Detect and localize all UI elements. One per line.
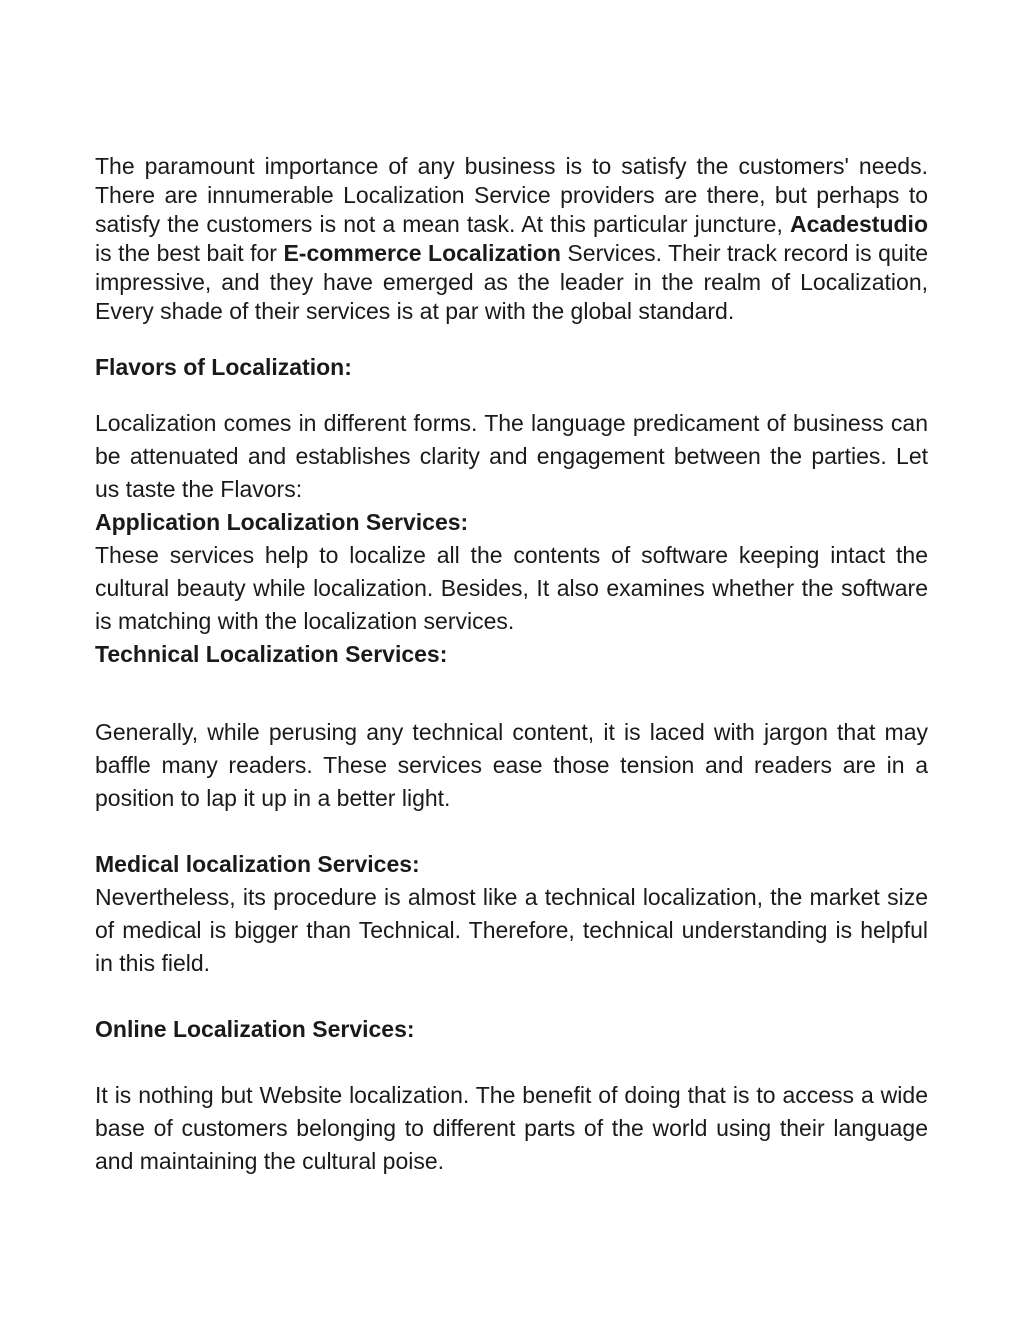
intro-paragraph (95, 152, 928, 326)
intro-text-3: Services. Their track record is quite impressive, and they have emerged as the leader in the realm of Localization, Every shade of their services is at par with the global standard. (95, 240, 928, 324)
intro-text-1: The paramount importance of any business is to satisfy the customers' needs. There are innumerable Localization Service providers are there, but perhaps to satisfy the customers is not a mean task. At this particular juncture, (95, 153, 928, 237)
application-heading: Application Localization Services: (95, 509, 469, 535)
technical-paragraph: Generally, while perusing any technical content, it is laced with jargon that may baffle many readers. These services ease those tension and readers are in a position to lap it up in a better light. (95, 719, 928, 811)
medical-heading: Medical localization Services: (95, 851, 420, 877)
flavors-heading: Flavors of Localization: (95, 354, 352, 380)
service-name: E-commerce Localization (283, 240, 561, 266)
online-paragraph: It is nothing but Website localization. The benefit of doing that is to access a wide base of customers belonging to different parts of the world using their language and maintaining the cultural poise. (95, 1082, 928, 1174)
brand-name: Acadestudio (789, 211, 928, 237)
technical-heading: Technical Localization Services: (95, 641, 448, 667)
application-paragraph: These services help to localize all the contents of software keeping intact the cultural beauty while localization. Besides, It also examines whether the software is matching with the localization services. (95, 542, 928, 634)
intro-text-2: is the best bait for (95, 240, 284, 266)
document-page (95, 152, 928, 1178)
medical-paragraph: Nevertheless, its procedure is almost like a technical localization, the market size of medical is bigger than Technical. Therefore, technical understanding is helpful in this field. (95, 884, 928, 976)
online-heading: Online Localization Services: (95, 1016, 415, 1042)
flavors-paragraph: Localization comes in different forms. The language predicament of business can be attenuated and establishes clarity and engagement between the parties. Let us taste the Flavors: (95, 410, 928, 502)
